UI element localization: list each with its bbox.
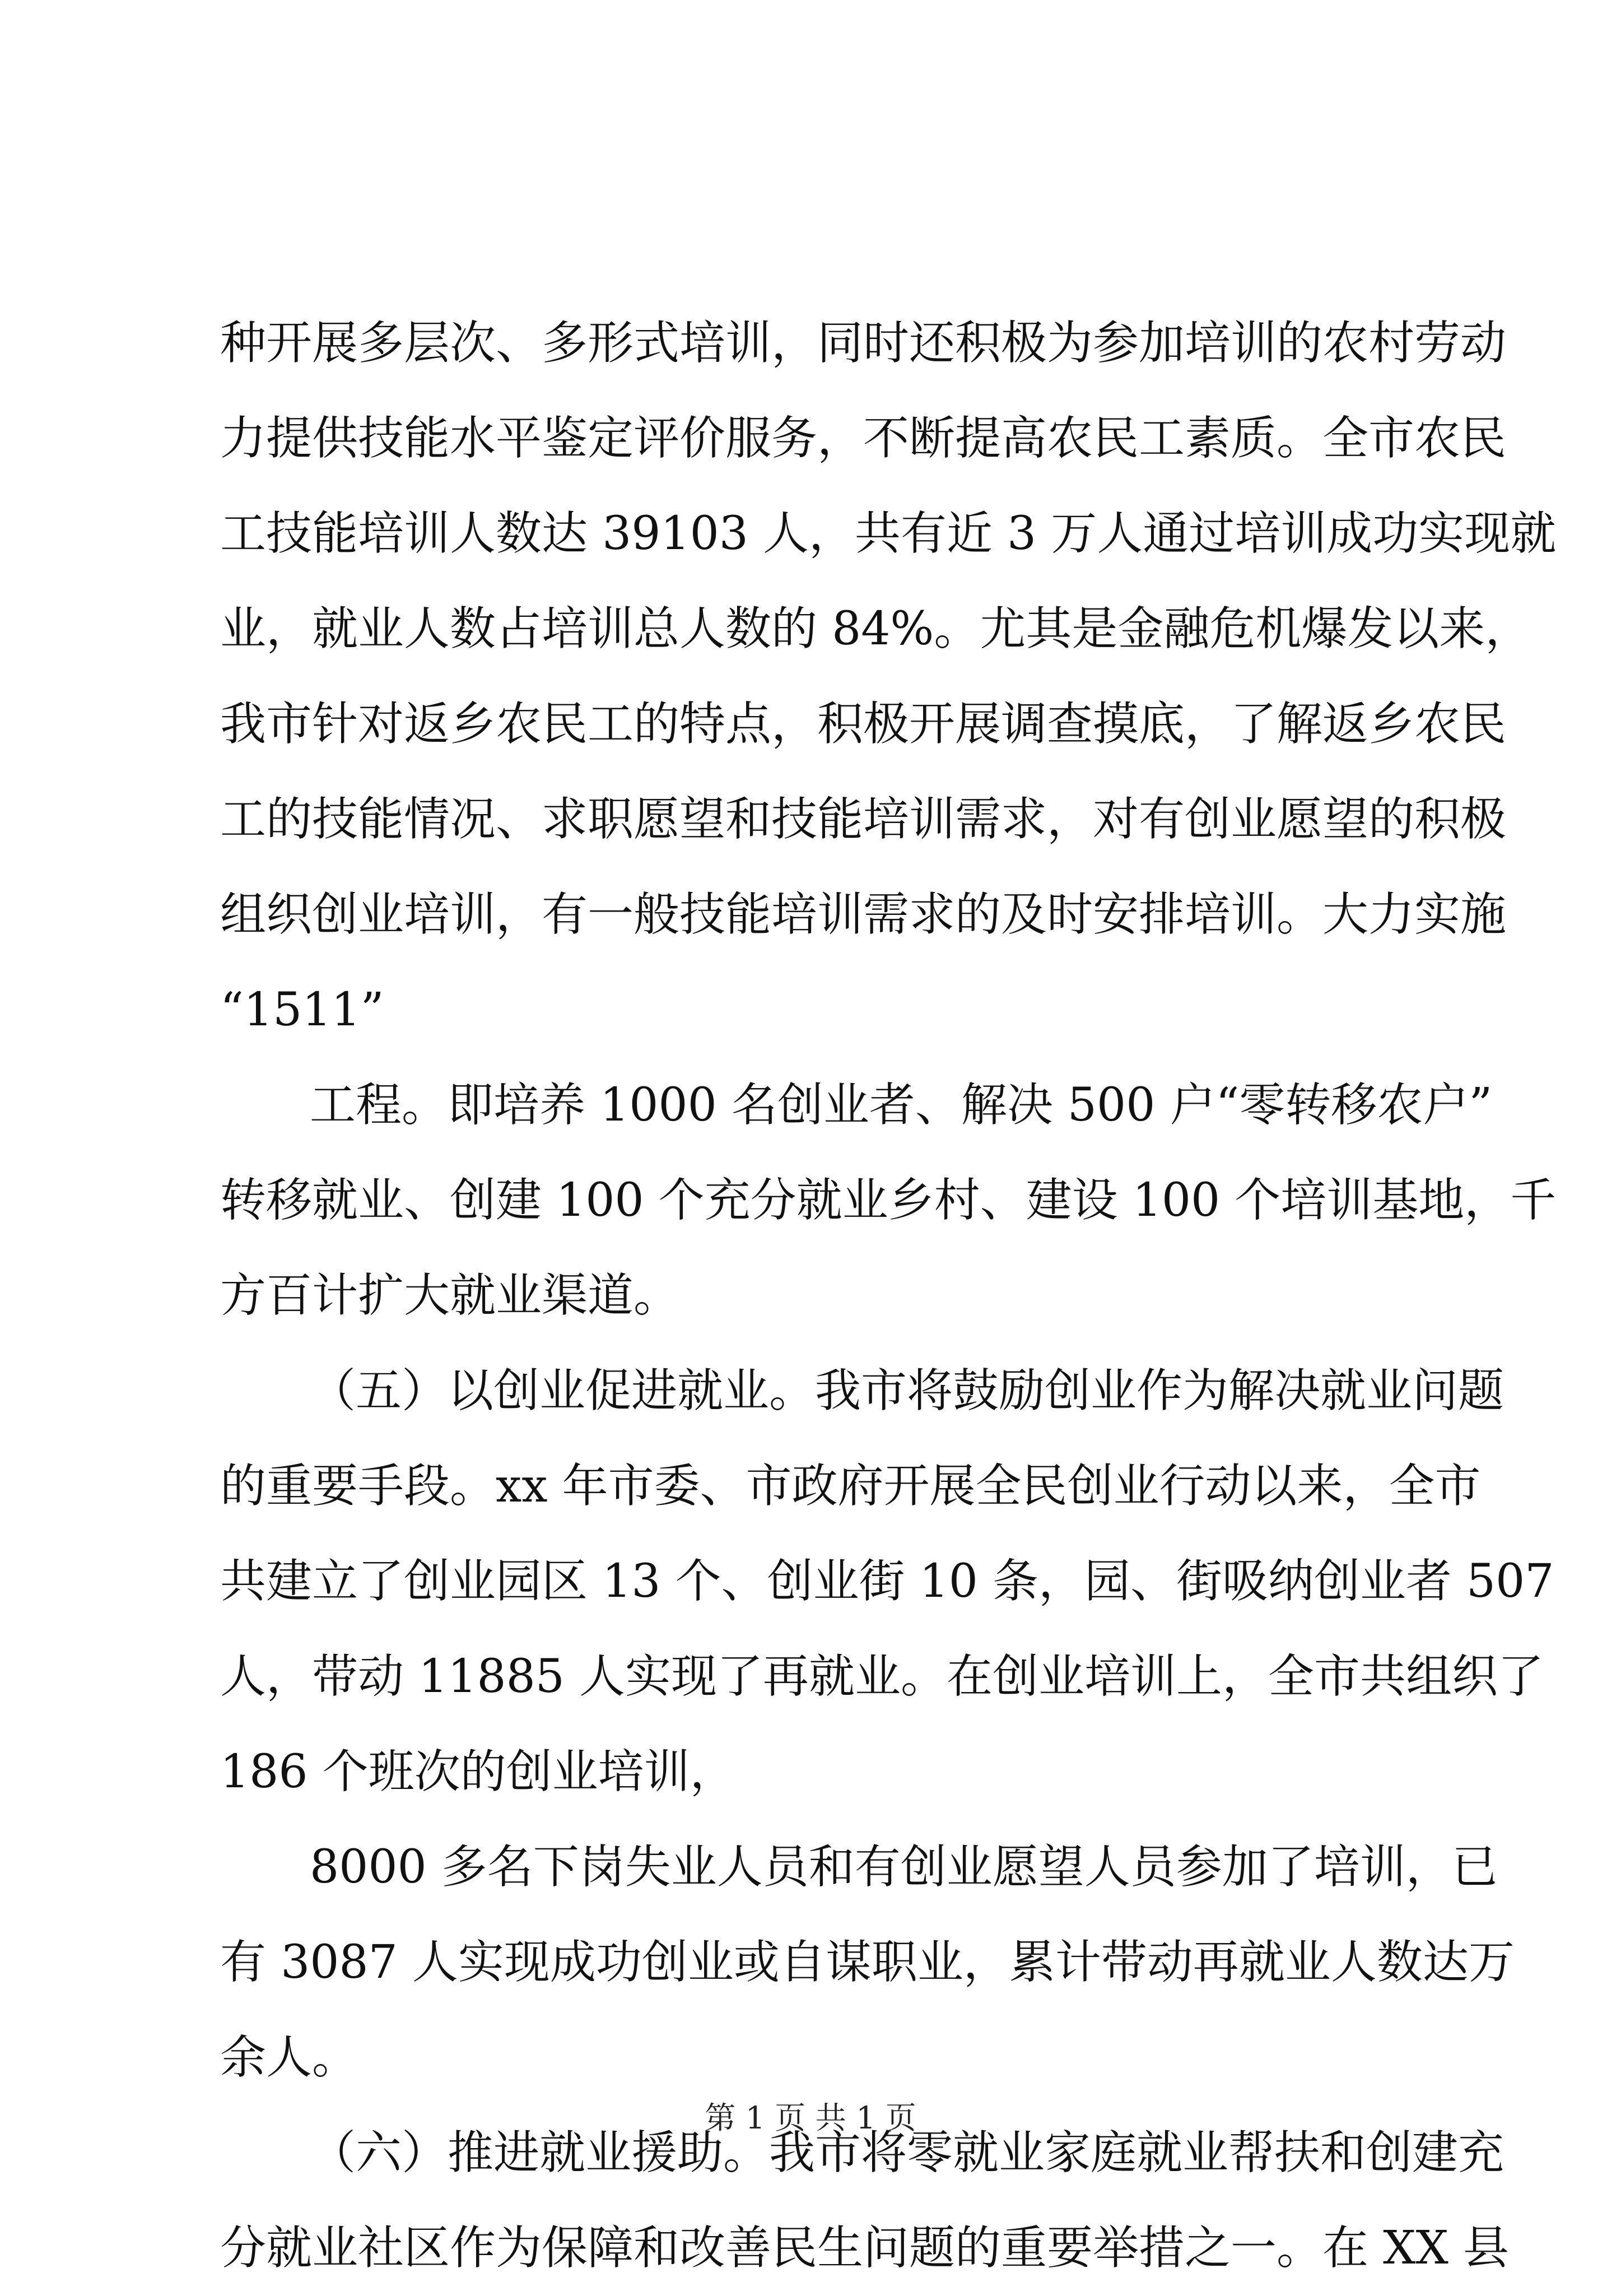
- text-line: 业，就业人数占培训总人数的 84%。尤其是金融危机爆发以来，: [220, 602, 1531, 656]
- text-line: “1511”: [220, 983, 384, 1037]
- text-line: 工程。即培养 1000 名创业者、解决 500 户“零转移农户”: [310, 1079, 1493, 1132]
- text-line: 有 3087 人实现成功创业或自谋职业，累计带动再就业人数达万: [220, 1936, 1515, 1989]
- page-footer: 第 1 页 共 1 页: [705, 2100, 916, 2136]
- text-line: 人，带动 11885 人实现了再就业。在创业培训上，全市共组织了: [220, 1650, 1544, 1703]
- text-line: 转移就业、创建 100 个充分就业乡村、建设 100 个培训基地，千: [220, 1174, 1557, 1227]
- text-line: 我市针对返乡农民工的特点，积极开展调查摸底，了解返乡农民: [220, 698, 1507, 751]
- text-line: （五）以创业促进就业。我市将鼓励创业作为解决就业问题: [310, 1364, 1504, 1417]
- text-line: 余人。: [220, 2031, 358, 2084]
- text-line: 分就业社区作为保障和改善民生问题的重要举措之一。在 XX 县: [220, 2221, 1509, 2275]
- text-line: 种开展多层次、多形式培训，同时还积极为参加培训的农村劳动: [220, 317, 1507, 370]
- text-line: 组织创业培训，有一般技能培训需求的及时安排培训。大力实施: [220, 888, 1507, 941]
- text-line: 方百计扩大就业渠道。: [220, 1269, 680, 1322]
- body-text: [220, 296, 1557, 2296]
- text-line: 的重要手段。xx 年市委、市政府开展全民创业行动以来，全市: [220, 1460, 1481, 1513]
- text-line: 共建立了创业园区 13 个、创业街 10 条，园、街吸纳创业者 507: [220, 1555, 1554, 1608]
- text-line: 186 个班次的创业培训，: [220, 1745, 736, 1798]
- text-line: 工技能培训人数达 39103 人，共有近 3 万人通过培训成功实现就: [220, 507, 1557, 560]
- text-line: 8000 多名下岗失业人员和有创业愿望人员参加了培训，已: [310, 1840, 1498, 1894]
- text-line: 力提供技能水平鉴定评价服务，不断提高农民工素质。全市农民: [220, 412, 1507, 465]
- text-line: 工的技能情况、求职愿望和技能培训需求，对有创业愿望的积极: [220, 793, 1507, 846]
- text-line: （六）推进就业援助。我市将零就业家庭就业帮扶和创建充: [310, 2126, 1504, 2179]
